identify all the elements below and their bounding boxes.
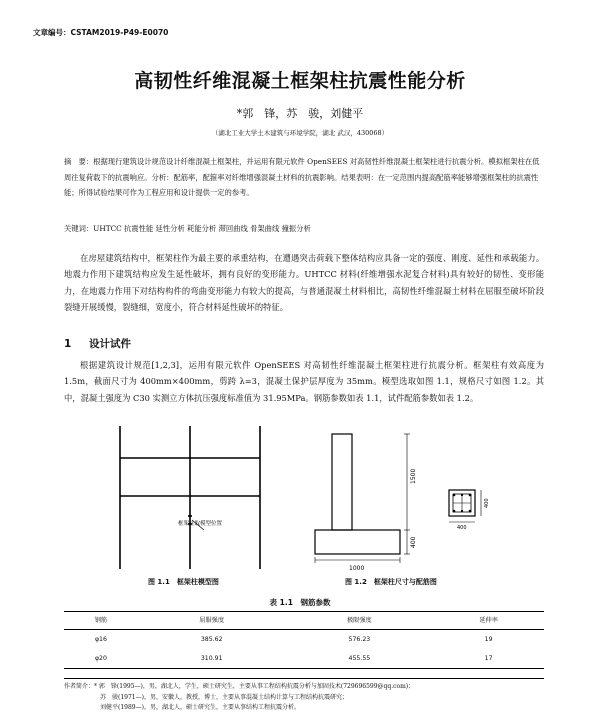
table-cell: 455.55 bbox=[286, 649, 434, 669]
keywords: 关键词：UHTCC 抗震性能 延性分析 耗能分析 滞回曲线 骨架曲线 撞振分析 bbox=[64, 224, 311, 233]
dim-section-height-label: 400 bbox=[484, 498, 490, 508]
foundation-block bbox=[315, 530, 400, 554]
table-header: 延伸率 bbox=[433, 612, 544, 630]
dim-section-width-label: 400 bbox=[457, 525, 467, 531]
document-number: 文章编号：CSTAM2019-P49-E0070 bbox=[33, 28, 169, 37]
frame-model-figure bbox=[110, 424, 290, 569]
dim-height-label: 1500 bbox=[410, 468, 417, 484]
table-cell: 17 bbox=[433, 649, 544, 669]
abstract: 摘 要：根据现行建筑设计规范设计纤维混凝土框架柱，并运用有限元软件 OpenSEES 对高韧性纤维混凝土框架柱进行抗震分析。模拟框架柱在低周往复荷载下的抗震响应。分析：配筋率，配箍率对纤维增强混凝土材料的抗震影响。结果表明：在一定范围内提高配筋率能够增强框架柱的抗震性能；所得试验结果可作为工程应用和设计提供一定的参考。 bbox=[64, 157, 540, 197]
paper-title: 高韧性纤维混凝土框架柱抗震性能分析 bbox=[134, 70, 466, 92]
table-header-row bbox=[64, 612, 544, 630]
table-header: 极限强度 bbox=[286, 612, 434, 630]
table-header: 屈服强度 bbox=[138, 612, 286, 630]
table-cell: φ16 bbox=[94, 636, 107, 643]
rebar-table bbox=[64, 611, 544, 669]
dim-base-height-label: 400 bbox=[410, 536, 417, 548]
section-title: 设计试件 bbox=[88, 338, 131, 350]
table-cell: 310.91 bbox=[138, 649, 286, 669]
figure2-caption: 图 1.2 框架柱尺寸与配筋图 bbox=[345, 578, 437, 586]
intro-paragraph: 在房屋建筑结构中，框架柱作为最主要的承重结构，在遭遇突击荷载下整体结构应具备一定的强度、刚度、延性和承载能力。地震力作用下建筑结构应发生延性破坏，拥有良好的变形能力。UHTCC 材料(纤维增强水泥复合材料)具有较好的韧性、变形能力，在地震力作用下对结构构件的弯曲变形能力有较大的提高，与普通混凝土材料相比，高韧性纤维混凝土材料在屈服至破坏阶段裂缝开展缓慢，裂缝细，宽度小，符合材料延性破坏的特征。 bbox=[64, 253, 544, 313]
table-row bbox=[64, 630, 544, 650]
section-paragraph: 根据建筑设计规范[1,2,3]，运用有限元软件 OpenSEES 对高韧性纤维混凝土框架柱进行抗震分析。框架柱有效高度为 1.5m，截面尺寸为 400mm×400mm，剪跨 λ=3，混凝土保护层厚度为 35mm。模型选取如图 1.1，规格尺寸如图 1.2。其中，混凝土强度为 C30 实测立方体抗压强度标准值为 31.95MPa。钢筋参数如表 1.1，试件配筋参数如表 1.2。 bbox=[64, 360, 544, 403]
footnote-line: 刘健平(1989—)，男，湖北人，硕士研究生，主要从事结构工程抗震分析。 bbox=[100, 704, 300, 711]
footnote-line: 作者简介：* 郭 锋(1995—)，男，湖北人，学生，硕士研究生，主要从事工程结构抗震分析与加固技术(729696599@qq.com)； bbox=[64, 683, 415, 690]
section-heading bbox=[64, 336, 131, 351]
column-dimension-figure bbox=[305, 432, 495, 574]
authors: *郭 锋，苏 骏，刘健平 bbox=[236, 107, 364, 120]
figure-inner-label: 框架柱取模型位置 bbox=[178, 521, 223, 527]
table-title: 表 1.1 钢筋参数 bbox=[269, 598, 331, 607]
column-elevation bbox=[332, 434, 352, 530]
author-footnote bbox=[64, 682, 544, 714]
table-cell: 576.23 bbox=[348, 636, 371, 643]
section-number: 1 bbox=[64, 338, 72, 350]
dim-base-width-label: 1000 bbox=[349, 565, 365, 572]
footnote-line: 苏 骏(1971—)，男，安徽人，教授，博士，主要从事混凝土结构计算与工程结构抗震研究； bbox=[100, 693, 348, 701]
table-cell: φ20 bbox=[64, 649, 138, 669]
table-row bbox=[64, 649, 544, 669]
table-cell: 19 bbox=[484, 636, 493, 643]
table-cell: 385.62 bbox=[200, 636, 223, 643]
figure1-caption: 图 1.1 框架柱模型图 bbox=[148, 578, 219, 586]
table-header: 钢筋 bbox=[64, 612, 138, 630]
affiliation: （湖北工业大学土木建筑与环境学院，湖北 武汉，430068） bbox=[211, 129, 389, 137]
footnote-divider bbox=[64, 678, 544, 679]
